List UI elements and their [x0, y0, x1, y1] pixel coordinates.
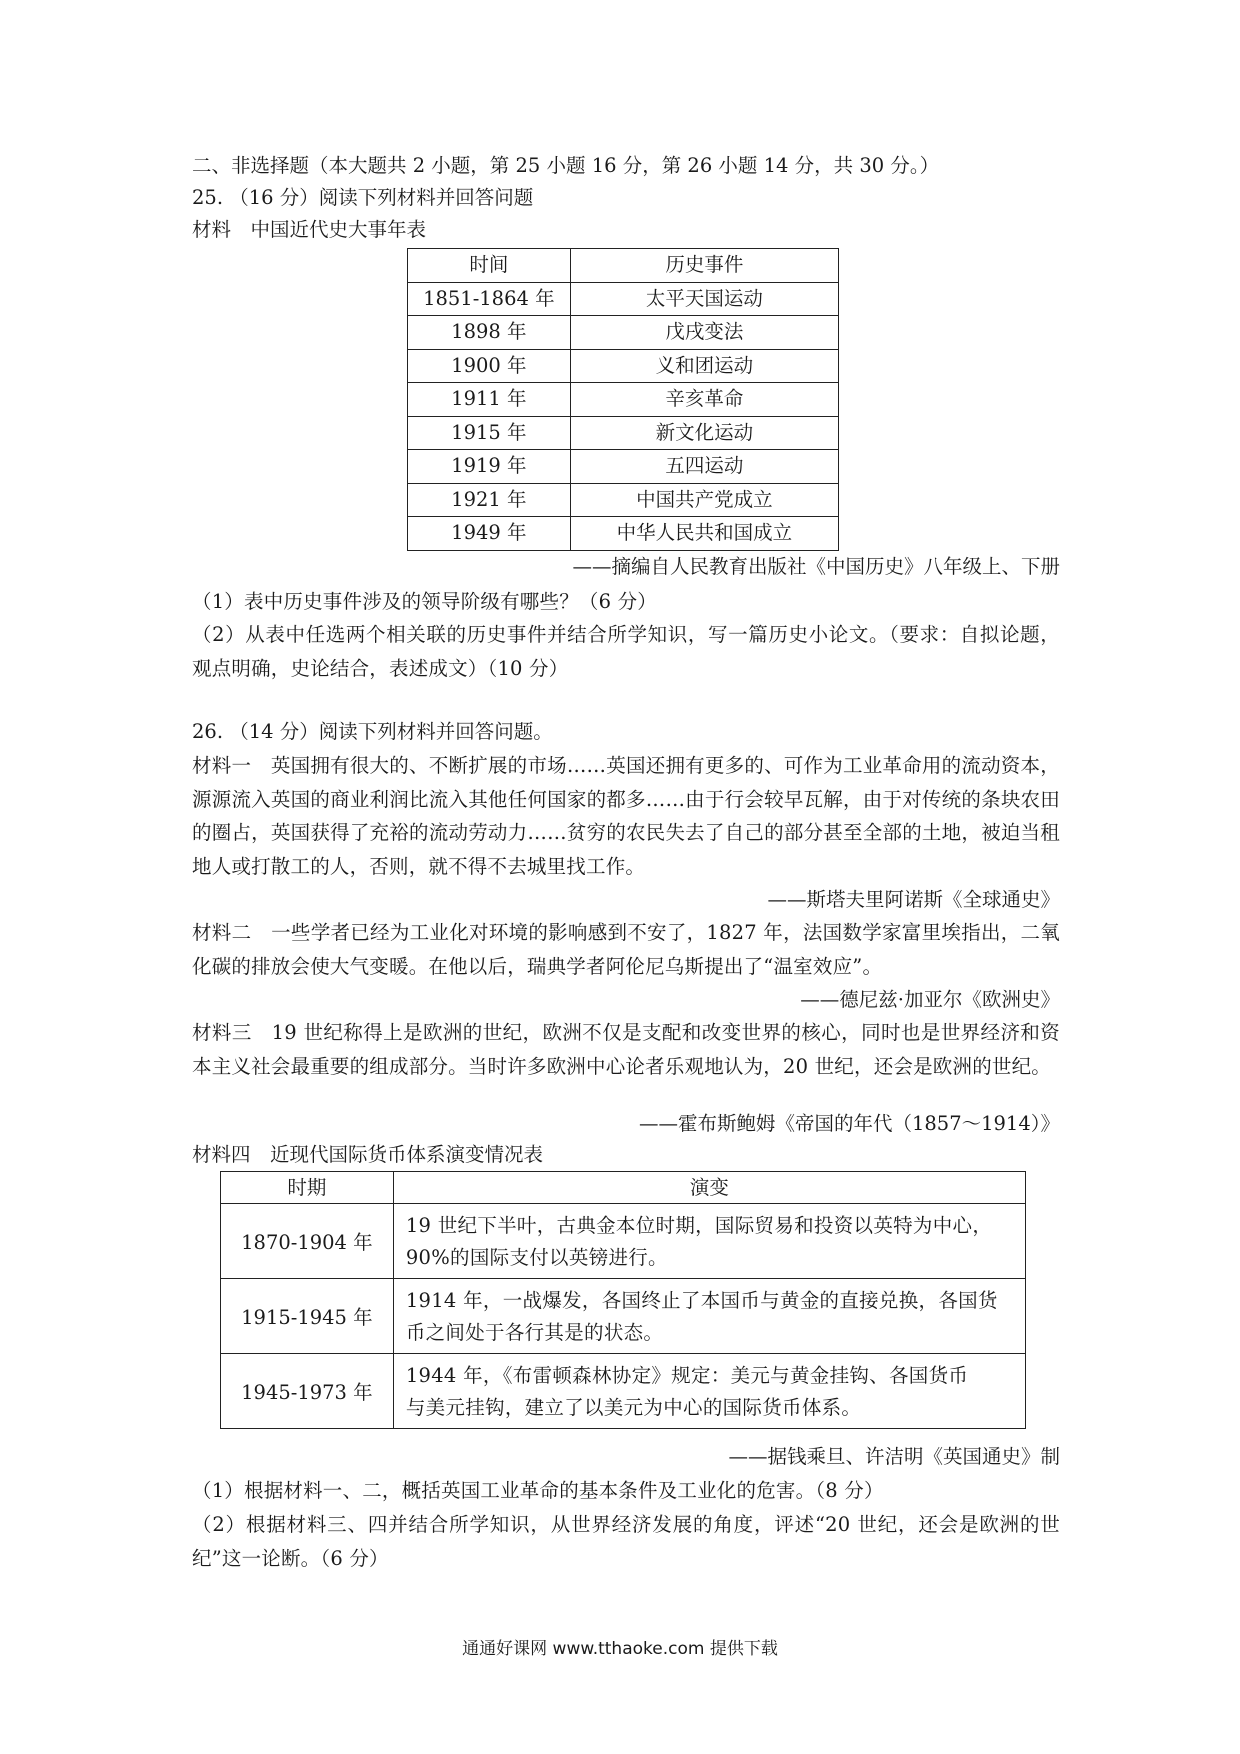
table-cell-event: 中华人民共和国成立 — [570, 517, 838, 551]
table-row — [408, 517, 839, 551]
q26-table-source: ——据钱乘旦、许洁明《英国通史》制 — [728, 1445, 1060, 1468]
currency-system-table — [220, 1171, 1026, 1429]
table-cell-evolution: 1944 年，《布雷顿森林协定》规定：美元与黄金挂钩、各国货币 与美元挂钩，建立了以美元为中心的国际货币体系。 — [393, 1354, 1025, 1429]
table-cell-time: 1919 年 — [408, 450, 571, 484]
table-row — [408, 383, 839, 417]
table-cell-event: 辛亥革命 — [570, 383, 838, 417]
chronology-table — [407, 248, 839, 551]
table-cell-evolution: 1914 年，一战爆发，各国终止了本国币与黄金的直接兑换，各国货币之间处于各行其是的状态。 — [393, 1279, 1025, 1354]
q26-question-1: （1）根据材料一、二，概括英国工业革命的基本条件及工业化的危害。（8 分） — [192, 1479, 884, 1502]
table-cell-event: 五四运动 — [570, 450, 838, 484]
table-header-cell: 历史事件 — [570, 249, 838, 283]
q25-header: 25. （16 分）阅读下列材料并回答问题 — [192, 186, 534, 209]
table-cell-period: 1945-1973 年 — [221, 1354, 394, 1429]
q25-source: ——摘编自人民教育出版社《中国历史》八年级上、下册 — [572, 555, 1060, 578]
table-cell-time: 1911 年 — [408, 383, 571, 417]
table-header-cell: 演变 — [393, 1172, 1025, 1204]
table-cell-time: 1949 年 — [408, 517, 571, 551]
q25-question-1: （1）表中历史事件涉及的领导阶级有哪些？（6 分） — [192, 590, 658, 613]
q26-material-2: 材料二 一些学者已经为工业化对环境的影响感到不安了，1827 年，法国数学家富里埃指出，二氧化碳的排放会使大气变暖。在他以后，瑞典学者阿伦尼乌斯提出了“温室效应”。 — [192, 921, 1060, 978]
q26-material-3-source: ——霍布斯鲍姆《帝国的年代（1857～1914）》 — [638, 1112, 1060, 1135]
table-row — [221, 1279, 1026, 1354]
q26-material-3: 材料三 19 世纪称得上是欧洲的世纪，欧洲不仅是支配和改变世界的核心，同时也是世界经济和资本主义社会最重要的组成部分。当时许多欧洲中心论者乐观地认为，20 世纪，还会是欧洲的世纪。 — [192, 1021, 1060, 1078]
table-row — [408, 450, 839, 484]
q25-question-2: （2）从表中任选两个相关联的历史事件并结合所学知识，写一篇历史小论文。（要求：自拟论题，观点明确，史论结合，表述成文）（10 分） — [192, 623, 1060, 680]
q26-header: 26. （14 分）阅读下列材料并回答问题。 — [192, 720, 553, 743]
table-row — [408, 416, 839, 450]
section-title: 二、非选择题（本大题共 2 小题，第 25 小题 16 分，第 26 小题 14 分，共 30 分。） — [192, 154, 940, 177]
table-row — [408, 282, 839, 316]
table-header-cell: 时期 — [221, 1172, 394, 1204]
table-row — [221, 1354, 1026, 1429]
q26-material-1-source: ——斯塔夫里阿诺斯《全球通史》 — [767, 888, 1060, 911]
table-header-row — [408, 249, 839, 283]
q25-material-label: 材料 中国近代史大事年表 — [192, 218, 427, 241]
table-header-row — [221, 1172, 1026, 1204]
table-cell-period: 1870-1904 年 — [221, 1204, 394, 1279]
table-cell-period: 1915-1945 年 — [221, 1279, 394, 1354]
table-header-cell: 时间 — [408, 249, 571, 283]
table-cell-time: 1898 年 — [408, 316, 571, 350]
table-cell-evolution: 19 世纪下半叶，古典金本位时期，国际贸易和投资以英特为中心，90%的国际支付以英镑进行。 — [393, 1204, 1025, 1279]
table-cell-event: 义和团运动 — [570, 349, 838, 383]
table-row — [408, 483, 839, 517]
table-cell-event: 中国共产党成立 — [570, 483, 838, 517]
q26-material-4-label: 材料四 近现代国际货币体系演变情况表 — [192, 1143, 544, 1166]
table-cell-time: 1851-1864 年 — [408, 282, 571, 316]
page-footer: 通通好课网 www.tthaoke.com 提供下载 — [462, 1639, 778, 1659]
q26-material-2-source: ——德尼兹·加亚尔《欧洲史》 — [800, 988, 1060, 1011]
q26-question-2: （2）根据材料三、四并结合所学知识，从世界经济发展的角度，评述“20 世纪，还会是欧洲的世纪”这一论断。（6 分） — [192, 1513, 1060, 1570]
table-cell-time: 1915 年 — [408, 416, 571, 450]
table-cell-event: 戊戌变法 — [570, 316, 838, 350]
table-cell-event: 新文化运动 — [570, 416, 838, 450]
table-row — [221, 1204, 1026, 1279]
q26-material-1: 材料一 英国拥有很大的、不断扩展的市场……英国还拥有更多的、可作为工业革命用的流动资本，源源流入英国的商业利润比流入其他任何国家的都多……由于行会较早瓦解，由于对传统的条块农田的圈占，英国获得了充裕的流动劳动力……贫穷的农民失去了自己的部分甚至全部的土地，被迫当租地人或打散工的人，否则，就不得不去城里找工作。 — [192, 754, 1060, 878]
table-row — [408, 349, 839, 383]
table-row — [408, 316, 839, 350]
table-cell-time: 1921 年 — [408, 483, 571, 517]
table-cell-time: 1900 年 — [408, 349, 571, 383]
table-cell-event: 太平天国运动 — [570, 282, 838, 316]
